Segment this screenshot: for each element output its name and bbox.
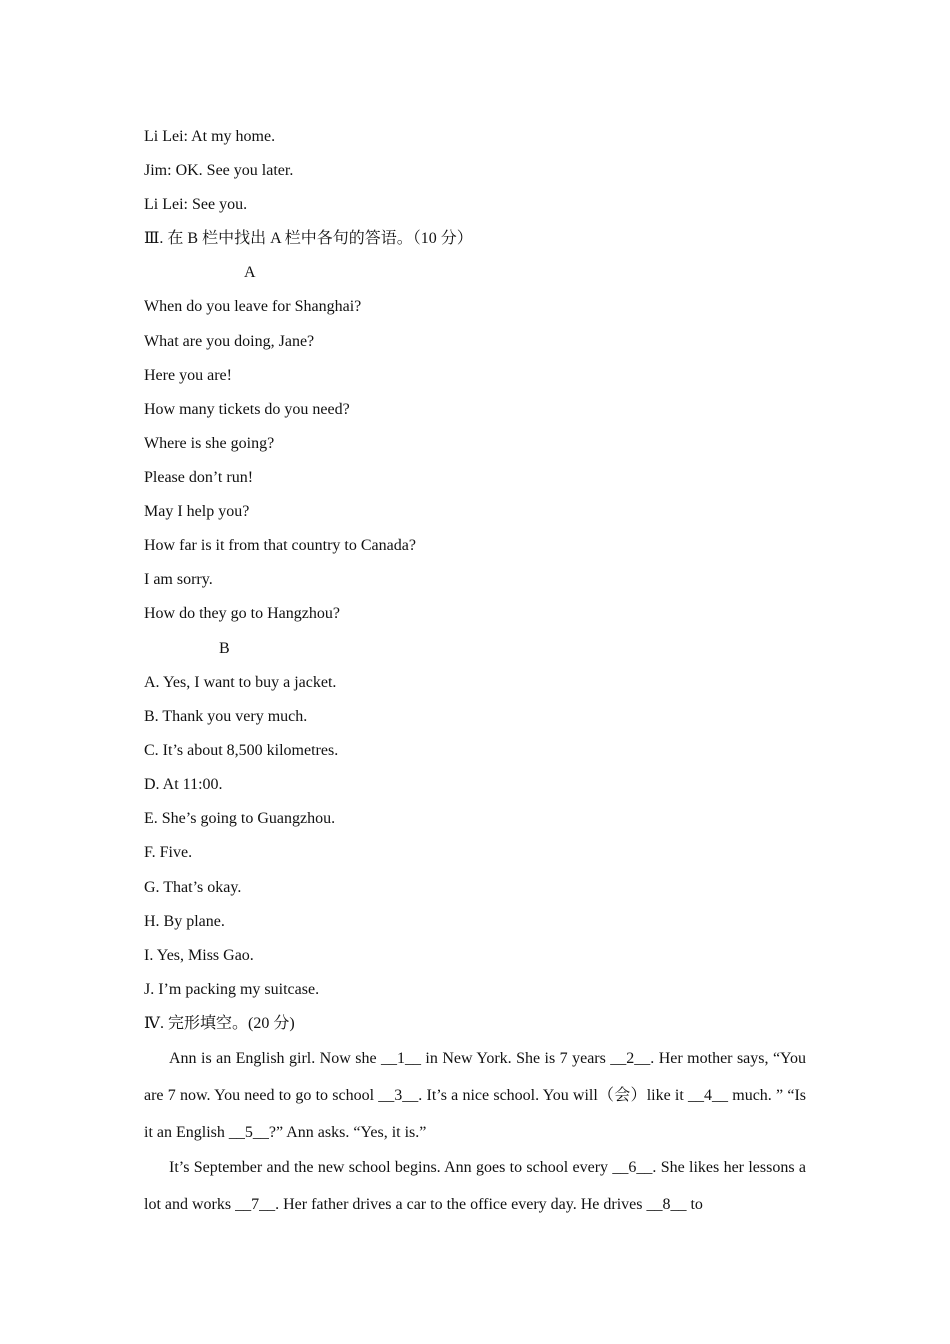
dialogue-line: Jim: OK. See you later. — [144, 162, 294, 179]
column-b-item: D. At 11:00. — [144, 776, 223, 793]
cloze-paragraph-2: It’s September and the new school begins. Ann goes to school every __6__. She likes her lessons a lot and works __7__. Her father drives a car to the office every day. He drives __8__ to — [144, 1159, 806, 1213]
column-a-label: A — [244, 264, 256, 281]
column-a-item: How do they go to Hangzhou? — [144, 605, 340, 622]
column-a-item: How far is it from that country to Canada? — [144, 537, 416, 554]
dialogue-line: Li Lei: At my home. — [144, 128, 276, 145]
column-b-item: G. That’s okay. — [144, 879, 242, 896]
column-b-item: B. Thank you very much. — [144, 708, 308, 725]
section-3-heading: Ⅲ. 在 B 栏中找出 A 栏中各句的答语。（10 分） — [144, 230, 473, 247]
column-b-item: H. By plane. — [144, 913, 225, 930]
column-a-item: What are you doing, Jane? — [144, 333, 315, 350]
column-b-label: B — [219, 640, 230, 657]
cloze-paragraph-1: Ann is an English girl. Now she __1__ in New York. She is 7 years __2__. Her mother says, “You are 7 now. You need to go to school __3__. It’s a nice school. You will（会）like it __4__ much. ” “Is it an English __5__?” Ann asks. “Yes, it is.” — [144, 1050, 806, 1141]
section-4-heading: Ⅳ. 完形填空。(20 分) — [144, 1015, 295, 1032]
column-b-item: F. Five. — [144, 844, 193, 861]
column-a-item: How many tickets do you need? — [144, 401, 350, 418]
column-b-item: J. I’m packing my suitcase. — [144, 981, 320, 998]
column-b-item: E. She’s going to Guangzhou. — [144, 810, 336, 827]
column-a-item: Where is she going? — [144, 435, 275, 452]
column-a-item: Here you are! — [144, 367, 232, 384]
column-a-item: When do you leave for Shanghai? — [144, 298, 362, 315]
column-a-item: I am sorry. — [144, 571, 213, 588]
dialogue-line: Li Lei: See you. — [144, 196, 248, 213]
column-b-item: A. Yes, I want to buy a jacket. — [144, 674, 337, 691]
column-b-item: I. Yes, Miss Gao. — [144, 947, 254, 964]
column-b-item: C. It’s about 8,500 kilometres. — [144, 742, 339, 759]
column-a-item: May I help you? — [144, 503, 250, 520]
column-a-item: Please don’t run! — [144, 469, 254, 486]
